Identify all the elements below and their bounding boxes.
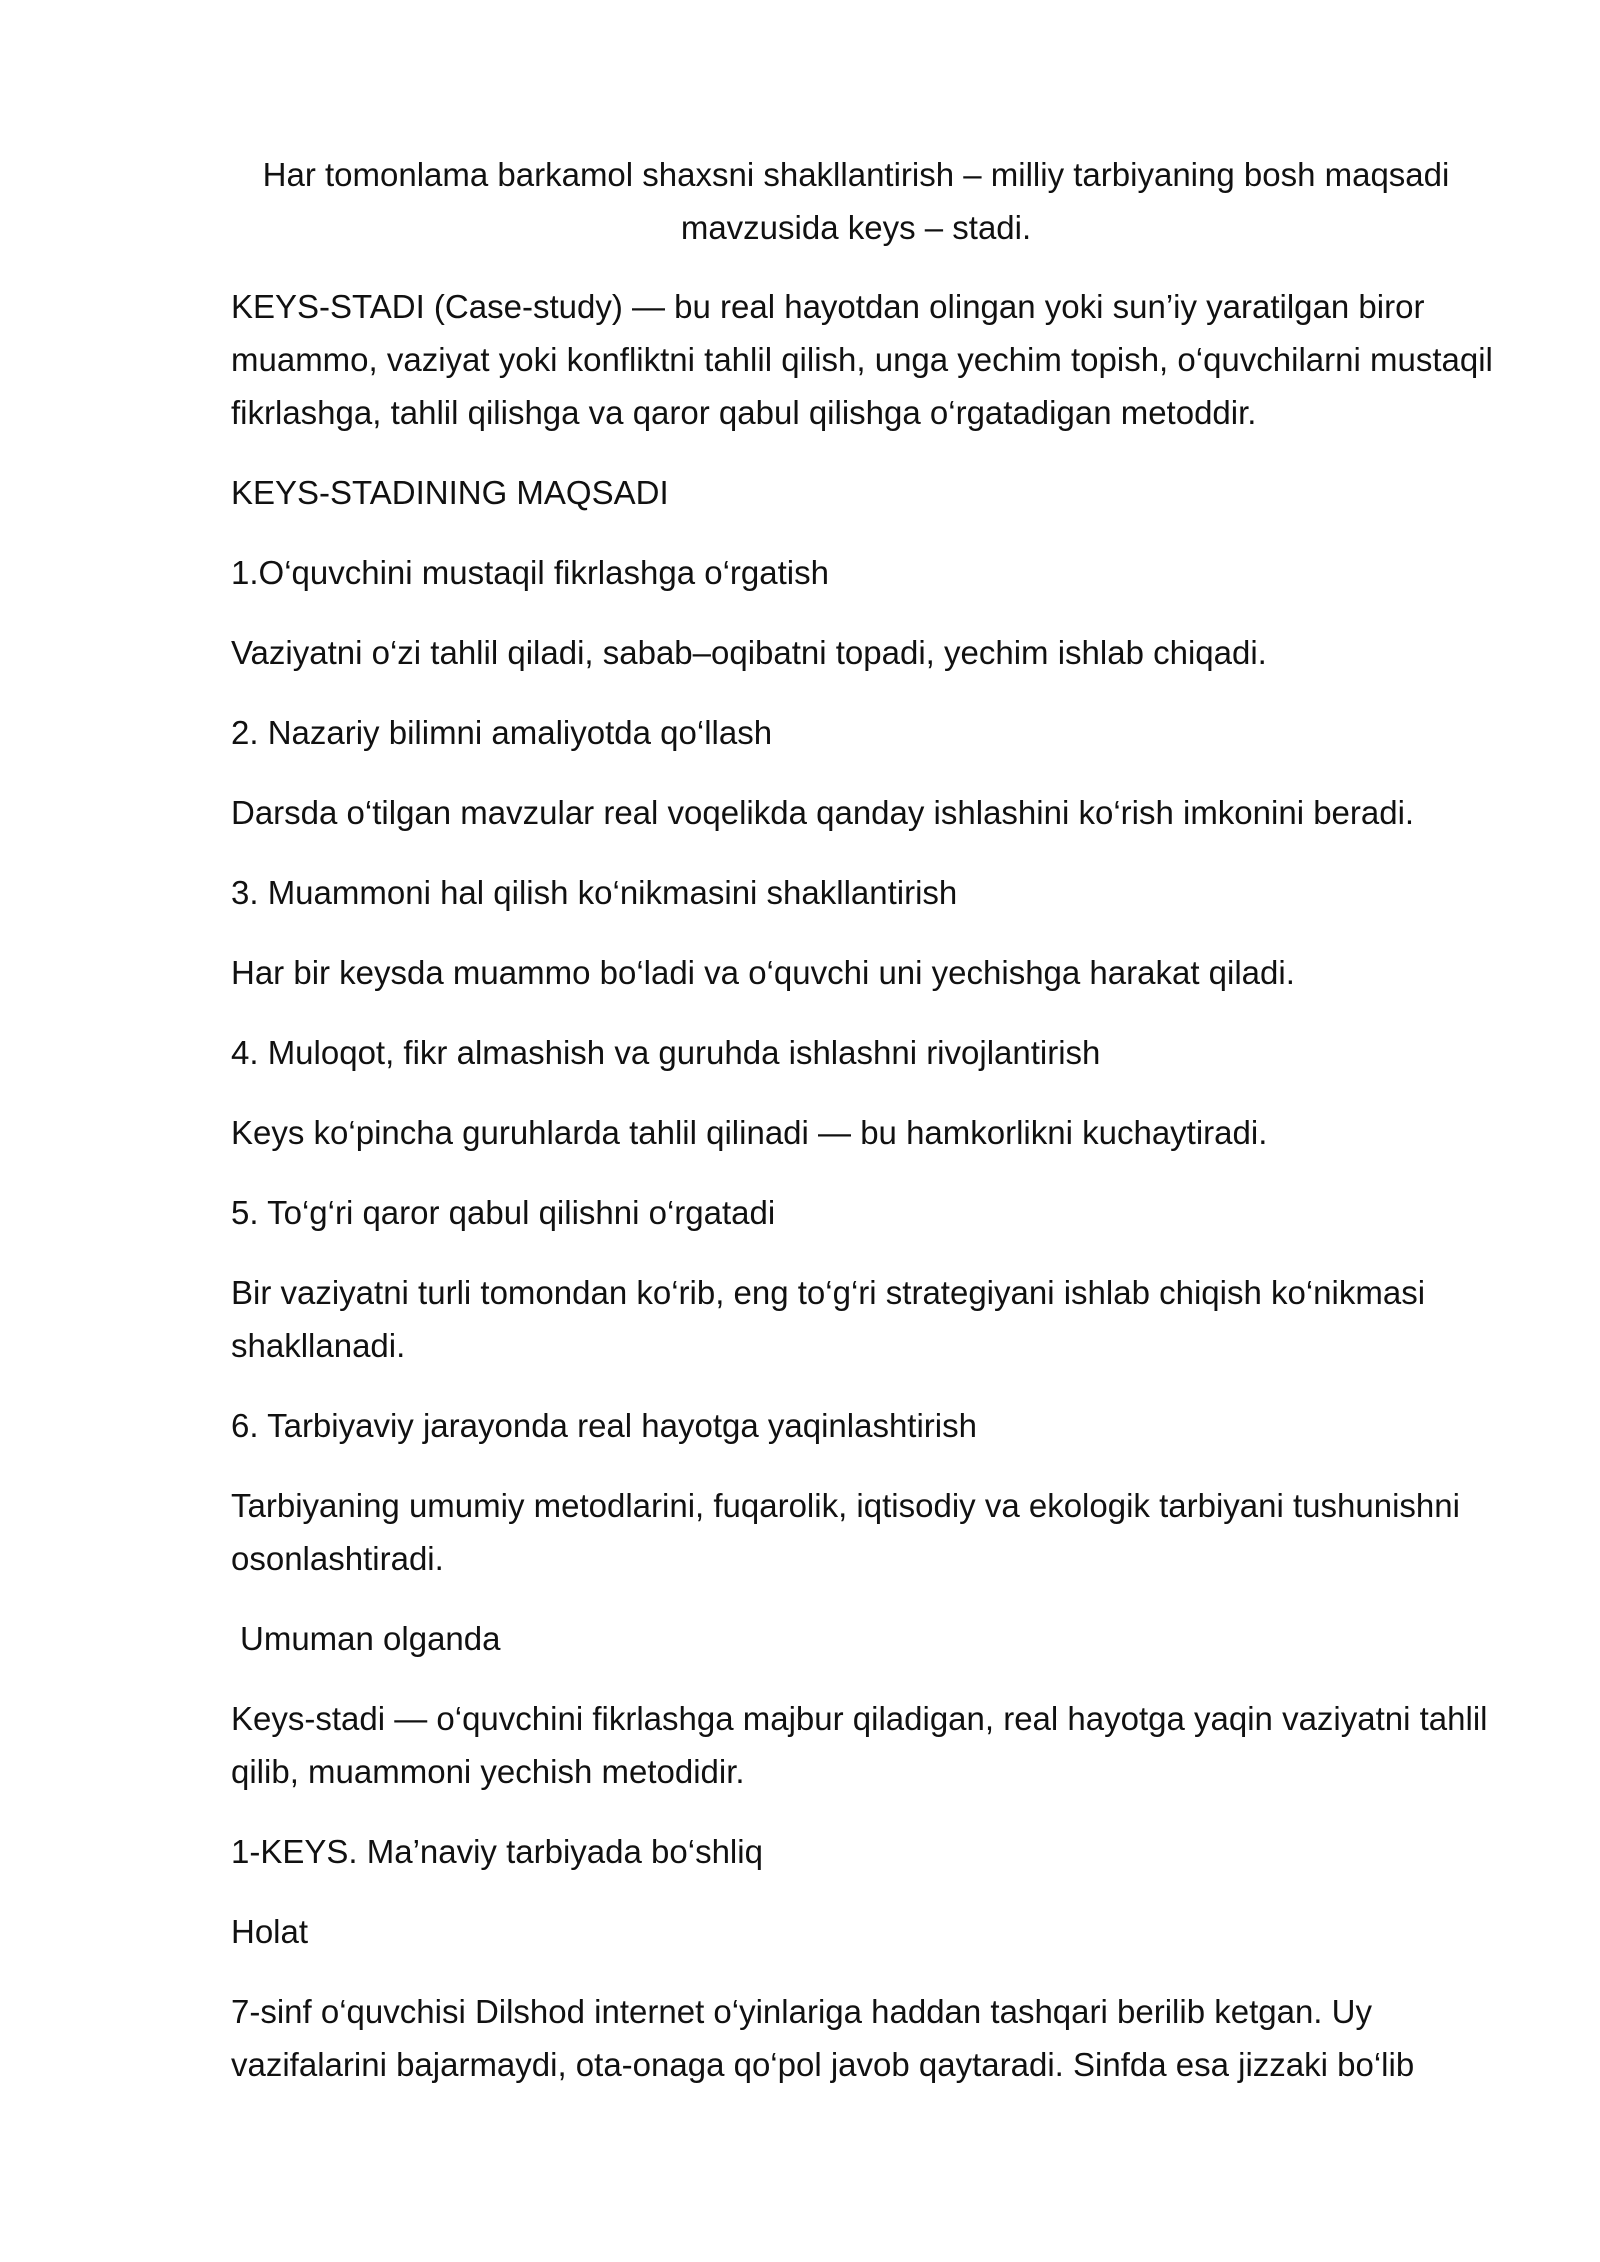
goal-6-text: Tarbiyaning umumiy metodlarini, fuqarolik, iqtisodiy va ekologik tarbiyani tushunishni osonlashtiradi. <box>231 1487 1460 1577</box>
paragraph-definition: KEYS-STADI (Case-study) — bu real hayotdan olingan yoki sun’iy yaratilgan biror muammo, vaziyat yoki konfliktni tahlil qilish, unga yechim topish, o‘quvchilarni mustaqil fikrlashga, tahlil qilishga va qaror qabul qilishga o‘rgatadigan metoddir. <box>231 288 1493 431</box>
document-content <box>231 148 1501 2091</box>
goal-4-heading: 4. Muloqot, fikr almashish va guruhda ishlashni rivojlantirish <box>231 1034 1101 1071</box>
goal-5-text: Bir vaziyatni turli tomondan ko‘rib, eng to‘g‘ri strategiyani ishlab chiqish ko‘nikmasi shakllanadi. <box>231 1274 1426 1364</box>
goal-1-text: Vaziyatni o‘zi tahlil qiladi, sabab–oqibatni topadi, yechim ishlab chiqadi. <box>231 634 1267 671</box>
goal-2-heading: 2. Nazariy bilimni amaliyotda qo‘llash <box>231 714 773 751</box>
heading-maqsadi: KEYS-STADINING MAQSADI <box>231 474 669 511</box>
title-line-1: Har tomonlama barkamol shaxsni shakllantirish – milliy tarbiyaning bosh maqsadi <box>262 156 1450 193</box>
goal-6-heading: 6. Tarbiyaviy jarayonda real hayotga yaqinlashtirish <box>231 1407 977 1444</box>
case-1-heading: 1-KEYS. Ma’naviy tarbiyada bo‘shliq <box>231 1833 763 1870</box>
goal-3-text: Har bir keysda muammo bo‘ladi va o‘quvchi uni yechishga harakat qiladi. <box>231 954 1295 991</box>
summary-heading: Umuman olganda <box>240 1620 501 1657</box>
goal-2-text: Darsda o‘tilgan mavzular real voqelikda qanday ishlashini ko‘rish imkonini beradi. <box>231 794 1415 831</box>
goal-4-text: Keys ko‘pincha guruhlarda tahlil qilinadi — bu hamkorlikni kuchaytiradi. <box>231 1114 1268 1151</box>
goal-3-heading: 3. Muammoni hal qilish ko‘nikmasini shakllantirish <box>231 874 958 911</box>
title-line-2: mavzusida keys – stadi. <box>680 209 1032 246</box>
goal-5-heading: 5. To‘g‘ri qaror qabul qilishni o‘rgatadi <box>231 1194 776 1231</box>
goal-1-heading: 1.O‘quvchini mustaqil fikrlashga o‘rgatish <box>231 554 829 591</box>
case-1-holat-label: Holat <box>231 1913 309 1950</box>
document-title <box>231 148 1481 254</box>
summary-text: Keys-stadi — o‘quvchini fikrlashga majbur qiladigan, real hayotga yaqin vaziyatni tahlil qilib, muammoni yechish metodidir. <box>231 1700 1488 1790</box>
case-1-text: 7-sinf o‘quvchisi Dilshod internet o‘yinlariga haddan tashqari berilib ketgan. Uy vazifalarini bajarmaydi, ota-onaga qo‘pol javob qaytaradi. Sinfda esa jizzaki bo‘lib <box>231 1993 1415 2083</box>
